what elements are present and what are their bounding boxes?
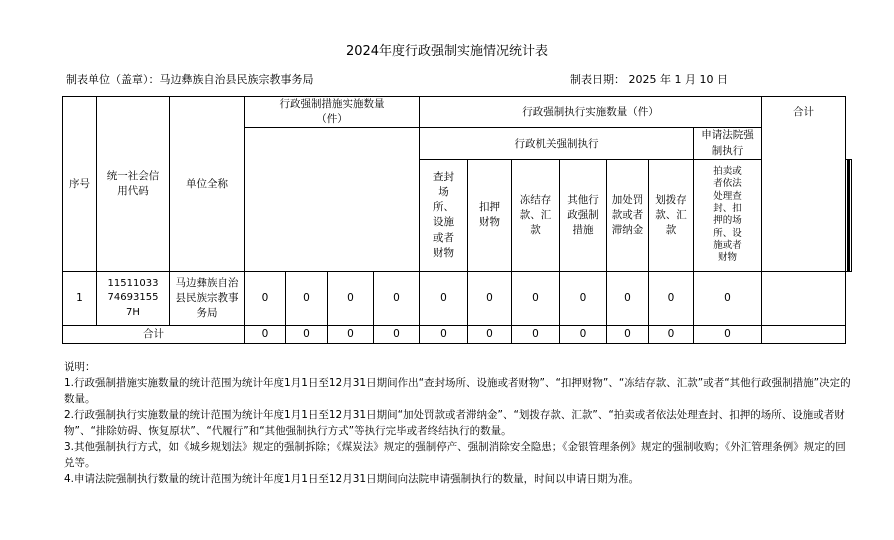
header-col-other-measures: 其他行政强制措施 bbox=[560, 159, 607, 271]
sum-value: 0 bbox=[468, 325, 512, 343]
sum-value: 0 bbox=[374, 325, 420, 343]
header-court-execution: 申请法院强制执行 bbox=[694, 128, 762, 159]
row-value: 0 bbox=[560, 271, 607, 325]
row-value: 0 bbox=[374, 271, 420, 325]
row-value: 0 bbox=[468, 271, 512, 325]
note-item: 4.申请法院强制执行数量的统计范围为统计年度1月1日至12月31日期间向法院申请强制执行的数量，时间以申请日期为准。 bbox=[64, 472, 640, 485]
sum-row bbox=[63, 325, 852, 343]
header-col-seal: 查封场所、设施或者财物 bbox=[420, 159, 468, 271]
header-execution-group: 行政强制执行实施数量（件） bbox=[420, 97, 762, 128]
notes-heading: 说明： bbox=[64, 361, 96, 373]
header-col-auction: 拍卖或者依法处理查封、扣押的场所、设施或者财物 bbox=[694, 159, 762, 271]
note-item: 3.其他强制执行方式，如《城乡规划法》规定的强制拆除；《煤炭法》规定的强制停产、强制消除安全隐患；《金银管理条例》规定的强制收购；《外汇管理条例》规定的回兑等。 bbox=[64, 440, 846, 469]
row-value: 0 bbox=[694, 271, 762, 325]
sum-label: 合计 bbox=[63, 325, 245, 343]
sum-value: 0 bbox=[328, 325, 374, 343]
sum-value: 0 bbox=[245, 325, 286, 343]
reporting-unit: 制表单位（盖章）：马边彝族自治县民族宗教事务局 bbox=[66, 73, 314, 86]
note-item: 1.行政强制措施实施数量的统计范围为统计年度1月1日至12月31日期间作出“查封场所、设施或者财物”、“扣押财物”、“冻结存款、汇款”或者“其他行政强制措施”决定的数量。 bbox=[64, 376, 851, 405]
header-col-seize: 扣押财物 bbox=[468, 159, 512, 271]
header-total: 合计 bbox=[762, 97, 846, 272]
header-col-freeze: 冻结存款、汇款 bbox=[512, 159, 560, 271]
header-measures-group: 行政强制措施实施数量（件） bbox=[245, 97, 420, 128]
row-value: 0 bbox=[286, 271, 328, 325]
header-agency-execution: 行政机关强制执行 bbox=[420, 128, 694, 159]
row-credit-code: 11511033746931557H bbox=[97, 271, 170, 325]
header-credit-code: 统一社会信用代码 bbox=[97, 97, 170, 272]
row-value: 0 bbox=[512, 271, 560, 325]
row-value: 0 bbox=[420, 271, 468, 325]
header-col-transfer: 划拨存款、汇款 bbox=[649, 159, 694, 271]
report-date: 制表日期： 2025 年 1 月 10 日 bbox=[570, 73, 728, 86]
row-value: 0 bbox=[607, 271, 649, 325]
table-row bbox=[63, 271, 852, 325]
sum-value: 0 bbox=[512, 325, 560, 343]
sum-value: 0 bbox=[286, 325, 328, 343]
sum-total bbox=[762, 325, 846, 343]
sum-value: 0 bbox=[420, 325, 468, 343]
sum-value: 0 bbox=[649, 325, 694, 343]
row-value: 0 bbox=[245, 271, 286, 325]
header-col-court-blank bbox=[850, 159, 852, 271]
header-serial: 序号 bbox=[63, 97, 97, 272]
header-col-penalty: 加处罚款或者滞纳金 bbox=[607, 159, 649, 271]
row-unit-name: 马边彝族自治县民族宗教事务局 bbox=[170, 271, 245, 325]
note-item: 2.行政强制执行实施数量的统计范围为统计年度1月1日至12月31日期间“加处罚款或者滞纳金”、“划拨存款、汇款”、“拍卖或者依法处理查封、扣押的场所、设施或者财物”、“排除妨碍、恢复原状”、“代履行”和“其他强制执行方式”等执行完毕或者终结执行的数量。 bbox=[64, 408, 845, 437]
row-value: 0 bbox=[649, 271, 694, 325]
row-value: 0 bbox=[328, 271, 374, 325]
header-unit-name: 单位全称 bbox=[170, 97, 245, 272]
row-serial: 1 bbox=[63, 271, 97, 325]
sum-value: 0 bbox=[607, 325, 649, 343]
page-title: 2024年度行政强制实施情况统计表 bbox=[345, 44, 549, 59]
header-measures-blank bbox=[245, 128, 420, 271]
row-total bbox=[762, 271, 846, 325]
sum-value: 0 bbox=[560, 325, 607, 343]
sum-value: 0 bbox=[694, 325, 762, 343]
statistics-table bbox=[62, 96, 852, 344]
notes-section bbox=[64, 360, 854, 488]
